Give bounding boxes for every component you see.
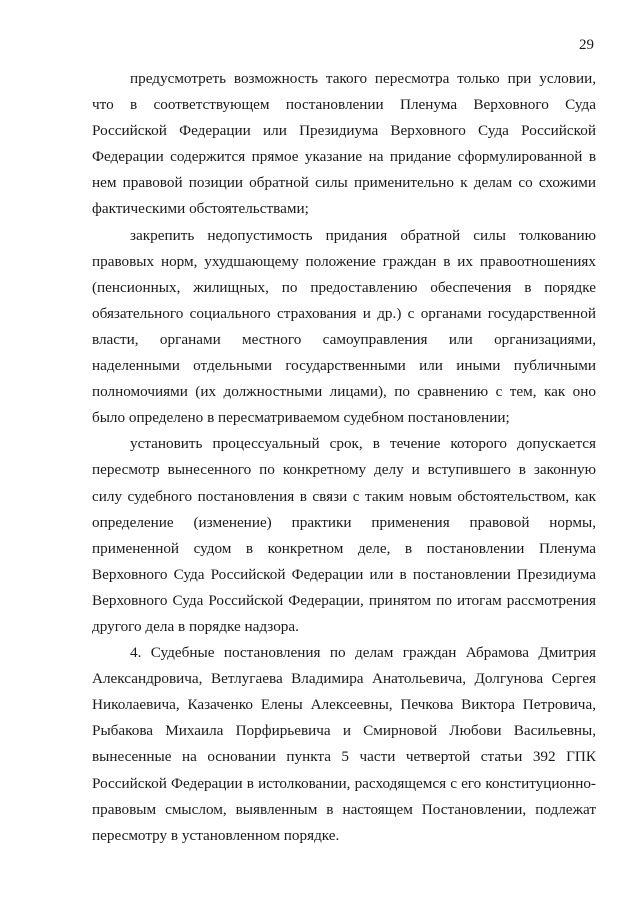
paragraph-item-4-review: 4. Судебные постановления по делам граждан Абрамова Дмитрия Александровича, Ветлугаева Владимира Анатольевича, Долгунова Сергея Николаевича, Казаченко Елены Алексеевны, Печкова Виктора Петровича, Рыбакова Михаила Порфирьевича и Смирновой Любови Васильевны, вынесенные на основании пункта 5 части четвертой статьи 392 ГПК Российской Федерации в истолковании, расходящемся с его конституционно-правовым смыслом, выявленным в настоящем Постановлении, подлежат пересмотру в установленном порядке. bbox=[92, 644, 596, 844]
document-body bbox=[92, 66, 596, 849]
paragraph-retroactivity-condition: предусмотреть возможность такого пересмотра только при условии, что в соответствующем постановлении Пленума Верховного Суда Российской Федерации или Президиума Верховного Суда Российской Федерации содержится прямое указание на придание сформулированной в нем правовой позиции обратной силы применительно к делам со схожими фактическими обстоятельствами; bbox=[92, 70, 596, 218]
page-number: 29 bbox=[579, 37, 594, 53]
paragraph-inadmissibility-worsening: закрепить недопустимость придания обратной силы толкованию правовых норм, ухудшающему положение граждан в их правоотношениях (пенсионных, жилищных, по предоставлению обеспечения в порядке обязательного социального страхования и др.) с органами государственной власти, органами местного самоуправления или организациями, наделенными отдельными государственными или иными публичными полномочиями (их должностными лицами), по сравнению с тем, как оно было определено в пересматриваемом судебном постановлении; bbox=[92, 226, 596, 427]
paragraph-procedural-term: установить процессуальный срок, в течение которого допускается пересмотр вынесенного по конкретному делу и вступившего в законную силу судебного постановления в связи с таким новым обстоятельством, как определение (изменение) практики применения правовой нормы, примененной судом в конкретном деле, в постановлении Пленума Верховного Суда Российской Федерации или в постановлении Президиума Верховного Суда Российской Федерации, принятом по итогам рассмотрения другого дела в порядке надзора. bbox=[92, 435, 596, 635]
